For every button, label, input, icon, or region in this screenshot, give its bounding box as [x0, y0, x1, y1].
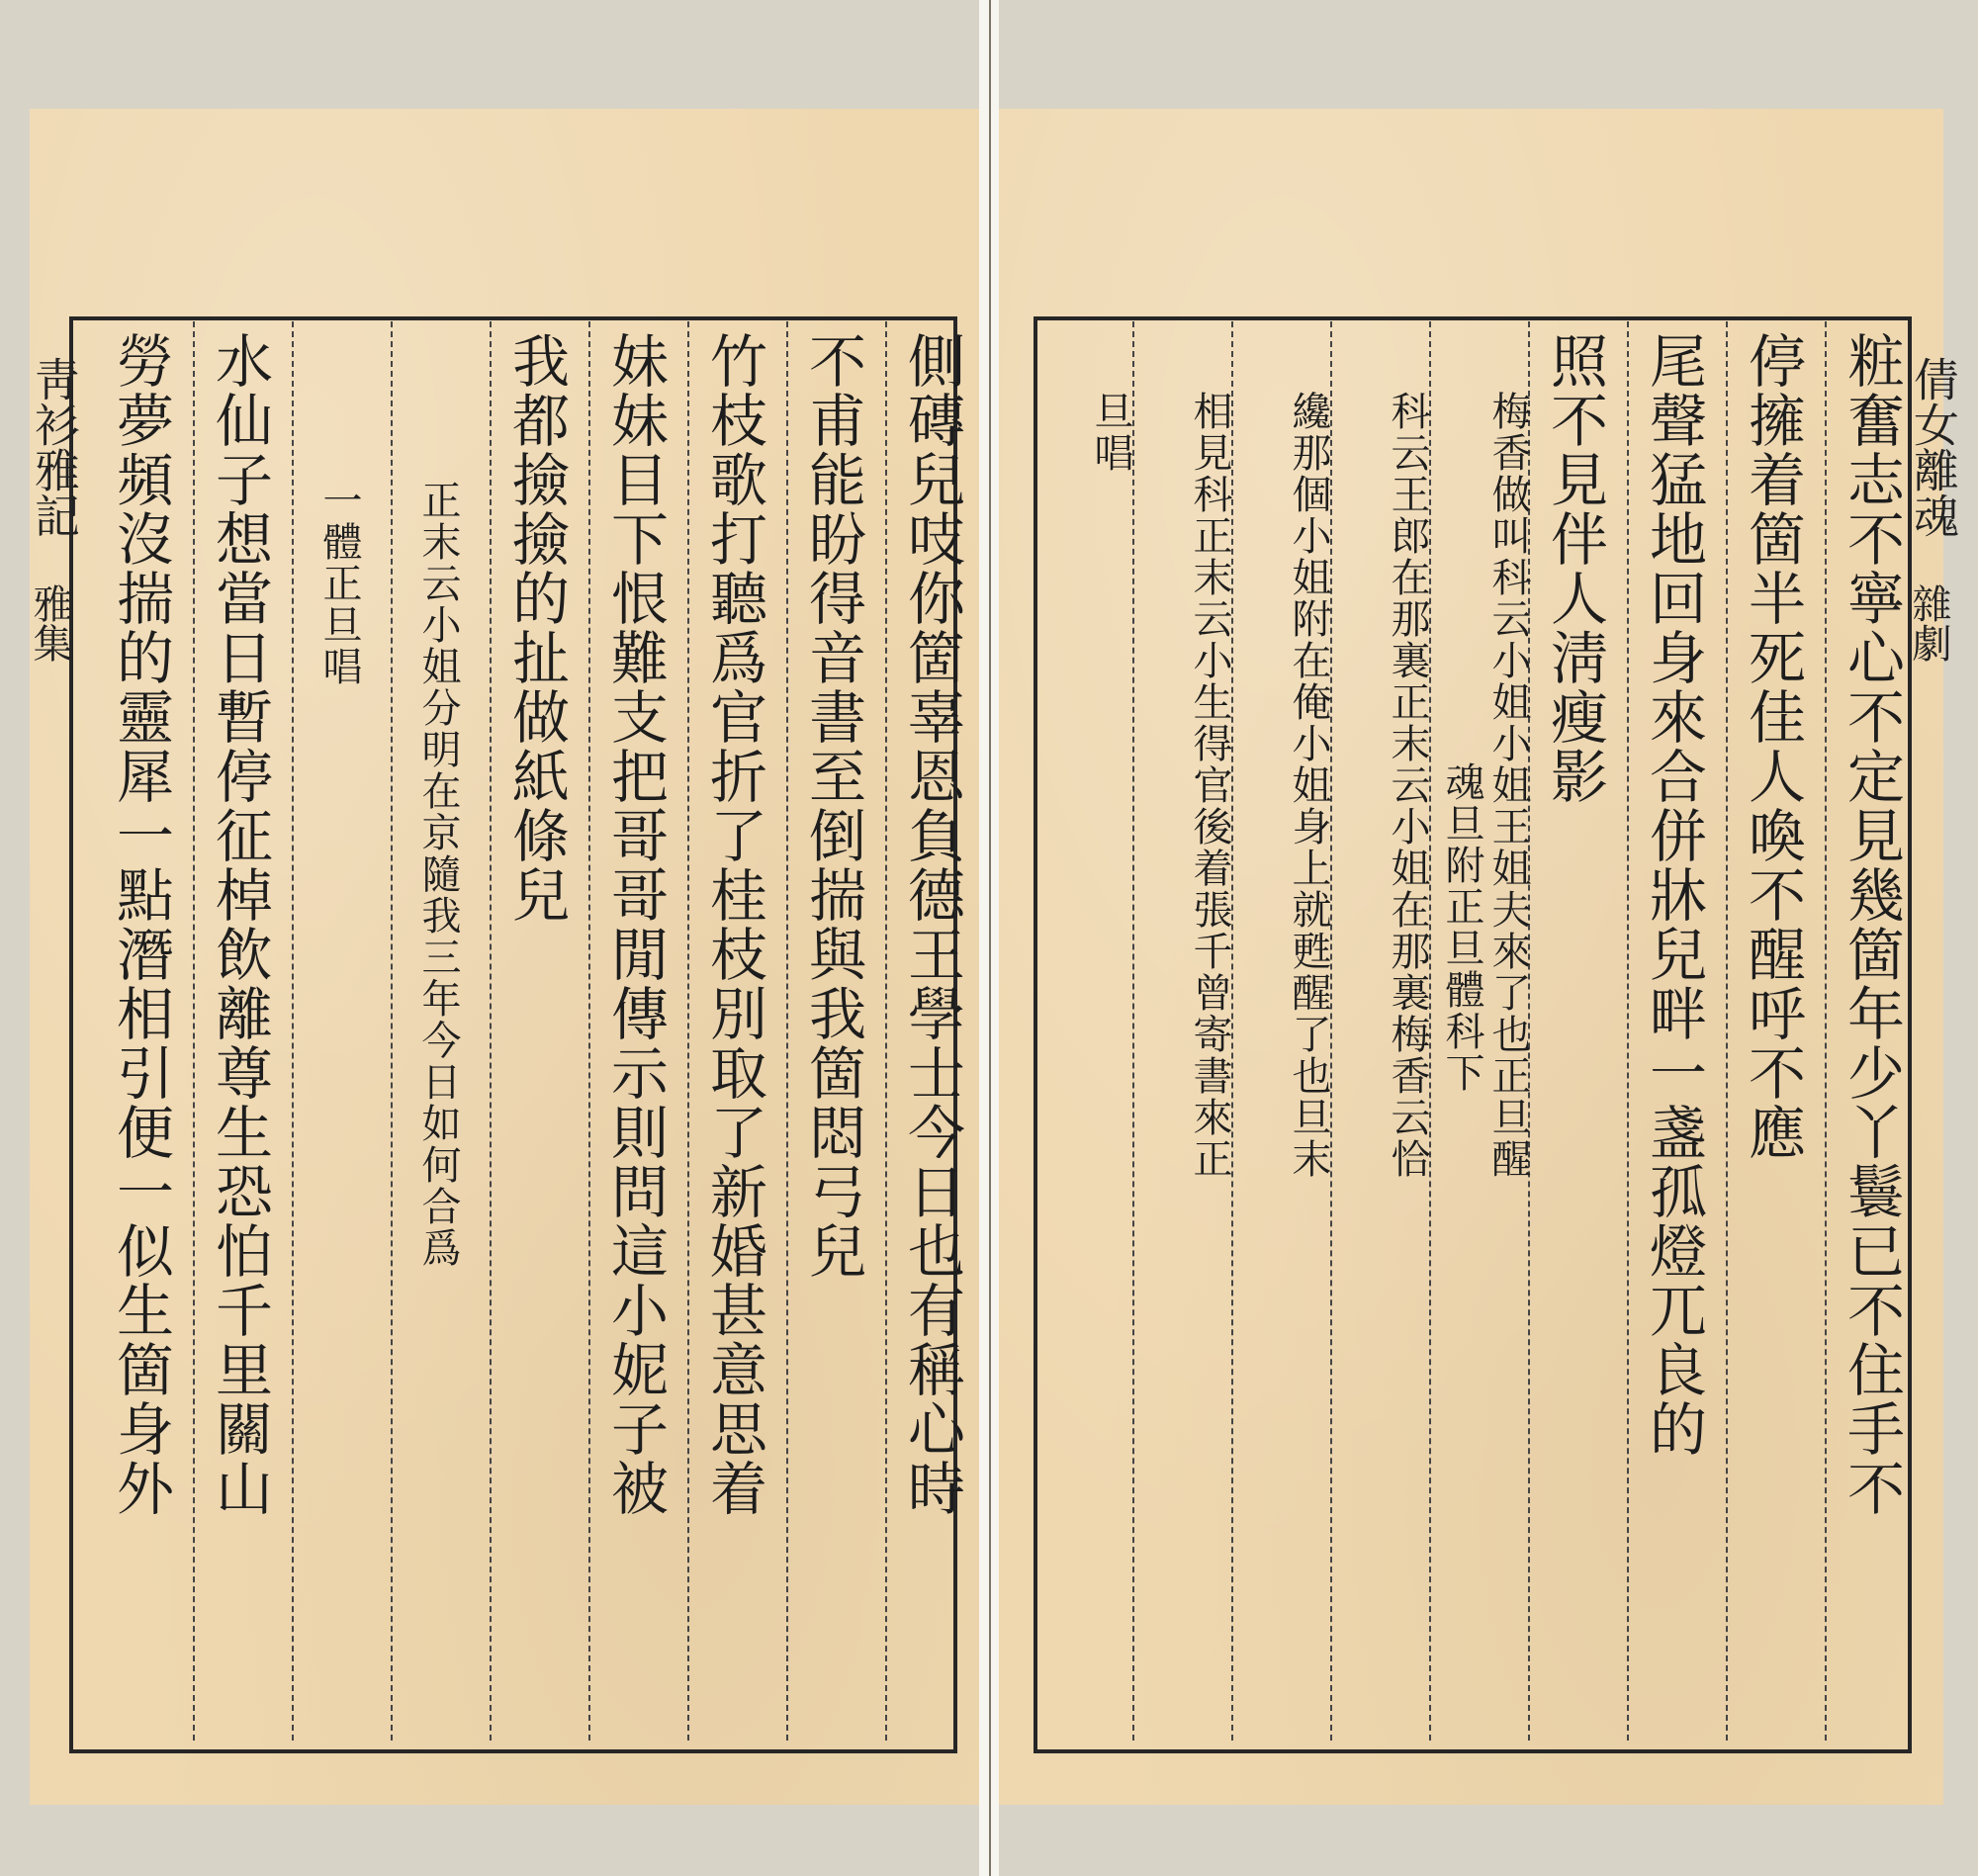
text-column-5: 梅香做叫科云小姐小姐王姐夫來了也正旦醒	[1485, 391, 1531, 1180]
text-column-2: 不甫能盼得音書至倒揣與我箇悶弓兒	[799, 331, 866, 1281]
right-page	[999, 109, 1960, 1805]
column-rule	[885, 321, 887, 1741]
text-column-9: 相見科正末云小生得官後着張千曾寄書來正	[1187, 391, 1232, 1180]
right-margin-note: 雜劇	[1906, 583, 1951, 663]
left-margin-note: 雅集	[27, 583, 72, 663]
gutter-fold	[989, 0, 991, 1876]
column-rule	[786, 321, 788, 1741]
text-column-8: 纔那個小姐附在俺小姐身上就甦醒了也旦末	[1286, 391, 1331, 1180]
column-rule	[490, 321, 492, 1741]
text-column-1: 側磚兒吱你箇辜恩負德王學士今日也有稱心時	[898, 331, 965, 1518]
text-column-8: 水仙子想當日暫停征棹飲離尊生恐怕千里關山	[206, 331, 273, 1518]
column-rule	[1825, 321, 1827, 1741]
text-column-1: 粧奮志不寧心不定見幾箇年少丫鬟已不住手不	[1838, 331, 1905, 1518]
left-margin-title: 靑衫雅記	[28, 356, 81, 538]
column-rule	[1726, 321, 1728, 1741]
text-column-5: 我都撿撿的扯做紙條兒	[502, 331, 570, 925]
column-rule	[193, 321, 195, 1741]
text-column-4: 妹妹目下恨難支把哥哥閒傳示則問這小妮子被	[601, 331, 669, 1518]
right-margin-title: 倩女離魂	[1907, 356, 1960, 538]
column-rule	[588, 321, 590, 1741]
text-column-9: 勞夢頻沒揣的靈犀一點潛相引便一似生箇身外	[107, 331, 174, 1518]
text-column-6: 正末云小姐分明在京隨我三年今日如何合爲	[415, 480, 461, 1269]
column-rule	[1627, 321, 1629, 1741]
text-column-10: 旦唱	[1088, 391, 1133, 474]
text-column-7: 一體正旦唱	[316, 480, 362, 687]
column-rule	[292, 321, 294, 1741]
text-column-6: 魂旦附正旦體科下	[1439, 761, 1484, 1094]
column-rule	[1132, 321, 1134, 1741]
text-column-3: 尾聲猛地回身來合併牀兒畔一盞孤燈兀良的	[1640, 331, 1707, 1459]
left-page	[27, 109, 979, 1805]
text-column-7: 科云王郎在那裏正末云小姐在那裏梅香云恰	[1385, 391, 1430, 1180]
column-rule	[391, 321, 393, 1741]
text-column-2: 停擁着箇半死佳人喚不醒呼不應	[1739, 331, 1806, 1162]
text-column-3: 竹枝歌打聽爲官折了桂枝別取了新婚甚意思着	[700, 331, 767, 1518]
text-column-4: 照不見伴人淸瘦影	[1541, 331, 1608, 806]
column-rule	[687, 321, 689, 1741]
